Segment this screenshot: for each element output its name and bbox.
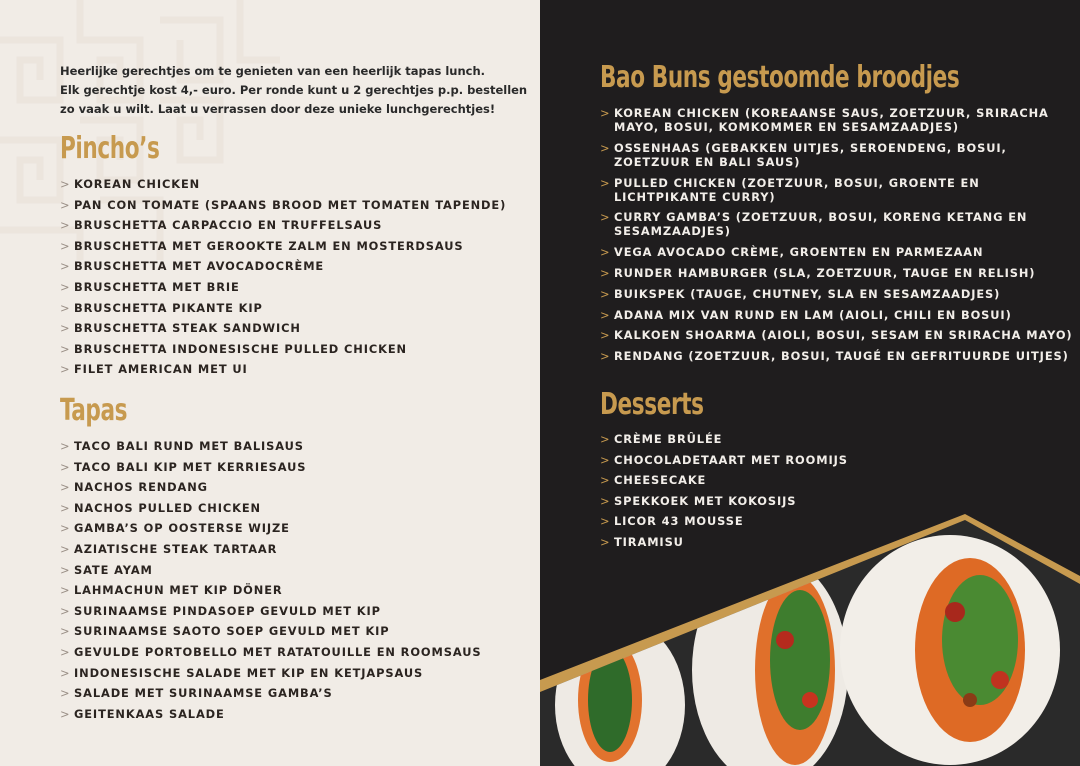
bao-item-line: RUNDER HAMBURGER (SLA, ZOETZUUR, TAUGE EN RELISH) <box>614 265 1036 280</box>
bullet-marker: > <box>60 686 71 701</box>
tapas-item-label: NACHOS RENDANG <box>74 480 208 495</box>
pincho-item-label: FILET AMERICAN MET UI <box>74 362 248 377</box>
bullet-marker: > <box>60 177 71 191</box>
tapas-item-label: SURINAAMSE SAOTO SOEP GEVULD MET KIP <box>74 624 390 639</box>
tapas-list <box>60 436 481 724</box>
bullet-marker: > <box>60 706 71 721</box>
bullet-marker: > <box>60 500 71 515</box>
bullet-marker: > <box>60 583 71 598</box>
bullet-marker: > <box>600 514 611 529</box>
tapas-item <box>60 621 481 642</box>
bullet-marker: > <box>60 300 71 315</box>
dessert-item-label: CHEESECAKE <box>614 473 707 488</box>
tapas-item <box>60 436 481 457</box>
bullet-marker: > <box>60 624 71 639</box>
bao-item-line: PULLED CHICKEN (ZOETZUUR, BOSUI, GROENTE EN <box>614 175 980 190</box>
pincho-item <box>60 256 506 277</box>
pincho-item <box>60 359 506 380</box>
bullet-marker: > <box>60 279 71 294</box>
bullet-marker: > <box>60 459 71 474</box>
tapas-item <box>60 704 481 725</box>
bao-item-line: VEGA AVOCADO CRÈME, GROENTEN EN PARMEZAAN <box>614 245 984 260</box>
bao-buns-photo <box>540 0 1080 766</box>
bullet-marker: > <box>60 259 71 274</box>
bao-item-line: OSSENHAAS (GEBAKKEN UITJES, SEROENDENG, BOSUI, <box>614 140 1007 155</box>
tapas-item-label: AZIATISCHE STEAK TARTAAR <box>74 541 278 556</box>
tapas-item-label: SALADE MET SURINAAMSE GAMBA’S <box>74 686 333 701</box>
bullet-marker: > <box>600 473 611 488</box>
pincho-item-label: BRUSCHETTA MET BRIE <box>74 279 240 294</box>
pincho-item-label: PAN CON TOMATE (SPAANS BROOD MET TOMATEN TAPENDE) <box>74 197 507 212</box>
pincho-item <box>60 174 506 195</box>
dessert-item-label: CHOCOLADETAART MET ROOMIJS <box>614 452 848 467</box>
tapas-item-label: GEVULDE PORTOBELLO MET RATATOUILLE EN ROOMSAUS <box>74 644 482 659</box>
pincho-item-label: BRUSCHETTA STEAK SANDWICH <box>74 321 301 336</box>
bullet-marker: > <box>600 210 611 225</box>
tapas-item <box>60 457 481 478</box>
bao-item-line: RENDANG (ZOETZUUR, BOSUI, TAUGÉ EN GEFRITUURDE UITJES) <box>614 349 1069 364</box>
tapas-item <box>60 683 481 704</box>
pincho-item <box>60 236 506 257</box>
bullet-marker: > <box>60 665 71 680</box>
tapas-heading: Tapas <box>60 393 128 428</box>
tapas-item <box>60 539 481 560</box>
pincho-item-label: BRUSCHETTA PIKANTE KIP <box>74 300 263 315</box>
bao-item-line: LICHTPIKANTE CURRY) <box>614 189 776 204</box>
bullet-marker: > <box>60 197 71 212</box>
bullet-marker: > <box>600 534 611 549</box>
bullet-marker: > <box>60 644 71 659</box>
tapas-item-label: GAMBA’S OP OOSTERSE WIJZE <box>74 521 290 536</box>
dessert-item-label: TIRAMISU <box>614 534 684 549</box>
bullet-marker: > <box>60 480 71 495</box>
bao-item-line: KALKOEN SHOARMA (AIOLI, BOSUI, SESAM EN SRIRACHA MAYO) <box>614 328 1073 343</box>
intro-line: Heerlijke gerechtjes om te genieten van een heerlijk tapas lunch. <box>60 64 486 78</box>
pincho-item-label: BRUSCHETTA CARPACCIO EN TRUFFELSAUS <box>74 218 383 233</box>
bullet-marker: > <box>60 341 71 356</box>
tapas-item-label: TACO BALI RUND MET BALISAUS <box>74 439 304 453</box>
pincho-item <box>60 339 506 360</box>
tapas-item-label: TACO BALI KIP MET KERRIESAUS <box>74 459 307 474</box>
tapas-item <box>60 642 481 663</box>
tapas-item-label: SATE AYAM <box>74 562 153 577</box>
dessert-item-label: SPEKKOEK MET KOKOSIJS <box>614 493 797 508</box>
intro-line: Elk gerechtje kost 4,- euro. Per ronde kunt u 2 gerechtjes p.p. bestellen <box>60 83 528 97</box>
pinchos-heading: Pincho’s <box>60 131 160 166</box>
bullet-marker: > <box>60 521 71 536</box>
tapas-item-label: INDONESISCHE SALADE MET KIP EN KETJAPSAUS <box>74 665 424 680</box>
bao-item-line: SESAMZAADJES) <box>614 224 731 239</box>
pincho-item <box>60 277 506 298</box>
pincho-item <box>60 195 506 216</box>
bullet-marker: > <box>600 452 611 467</box>
bullet-marker: > <box>600 286 611 301</box>
dessert-item-label: CRÈME BRÛLÉE <box>614 432 723 446</box>
tapas-item <box>60 560 481 581</box>
bullet-marker: > <box>60 218 71 233</box>
tapas-item <box>60 601 481 622</box>
bao-item-line: ADANA MIX VAN RUND EN LAM (AIOLI, CHILI EN BOSUI) <box>614 307 1012 322</box>
bullet-marker: > <box>60 238 71 253</box>
intro-line: zo vaak u wilt. Laat u verrassen door deze unieke lunchgerechtjes! <box>60 102 496 116</box>
bullet-marker: > <box>60 321 71 336</box>
bullet-marker: > <box>60 439 71 453</box>
tapas-item-label: NACHOS PULLED CHICKEN <box>74 500 261 515</box>
bullet-marker: > <box>60 603 71 618</box>
tapas-item <box>60 498 481 519</box>
bullet-marker: > <box>600 175 611 190</box>
bullet-marker: > <box>600 307 611 322</box>
bao-item-line: MAYO, BOSUI, KOMKOMMER EN SESAMZAADJES) <box>614 120 959 134</box>
bullet-marker: > <box>60 541 71 556</box>
dessert-item-label: LICOR 43 MOUSSE <box>614 514 744 529</box>
pincho-item <box>60 298 506 319</box>
bao-item-line: ZOETZUUR EN BALI SAUS) <box>614 154 801 169</box>
bullet-marker: > <box>600 265 611 280</box>
desserts-heading: Desserts <box>600 387 704 422</box>
tapas-item <box>60 663 481 684</box>
bao-item-line: KOREAN CHICKEN (KOREAANSE SAUS, ZOETZUUR, SRIRACHA <box>614 106 1049 120</box>
bullet-marker: > <box>600 106 611 120</box>
tapas-item-label: SURINAAMSE PINDASOEP GEVULD MET KIP <box>74 603 381 618</box>
bullet-marker: > <box>600 328 611 343</box>
bullet-marker: > <box>600 140 611 155</box>
intro-text <box>60 62 528 119</box>
tapas-item-label: LAHMACHUN MET KIP DÖNER <box>74 583 283 598</box>
bao-item-line: BUIKSPEK (TAUGE, CHUTNEY, SLA EN SESAMZAADJES) <box>614 286 1001 301</box>
bullet-marker: > <box>600 432 611 446</box>
tapas-item <box>60 518 481 539</box>
bullet-marker: > <box>600 245 611 260</box>
bullet-marker: > <box>600 493 611 508</box>
bao-item-line: CURRY GAMBA’S (ZOETZUUR, BOSUI, KORENG KETANG EN <box>614 210 1028 225</box>
pinchos-list <box>60 174 506 380</box>
tapas-item <box>60 580 481 601</box>
pincho-item-label: BRUSCHETTA MET GEROOKTE ZALM EN MOSTERDSAUS <box>74 238 464 253</box>
tapas-item <box>60 477 481 498</box>
tapas-item-label: GEITENKAAS SALADE <box>74 706 225 721</box>
pincho-item <box>60 318 506 339</box>
bullet-marker: > <box>60 362 71 377</box>
bullet-marker: > <box>60 562 71 577</box>
pincho-item-label: BRUSCHETTA INDONESISCHE PULLED CHICKEN <box>74 341 407 356</box>
right-page <box>540 0 1080 766</box>
bao-heading: Bao Buns gestoomde broodjes <box>600 60 960 95</box>
pincho-item-label: KOREAN CHICKEN <box>74 177 201 191</box>
bullet-marker: > <box>600 349 611 364</box>
pincho-item-label: BRUSCHETTA MET AVOCADOCRÈME <box>74 259 325 274</box>
pincho-item <box>60 215 506 236</box>
